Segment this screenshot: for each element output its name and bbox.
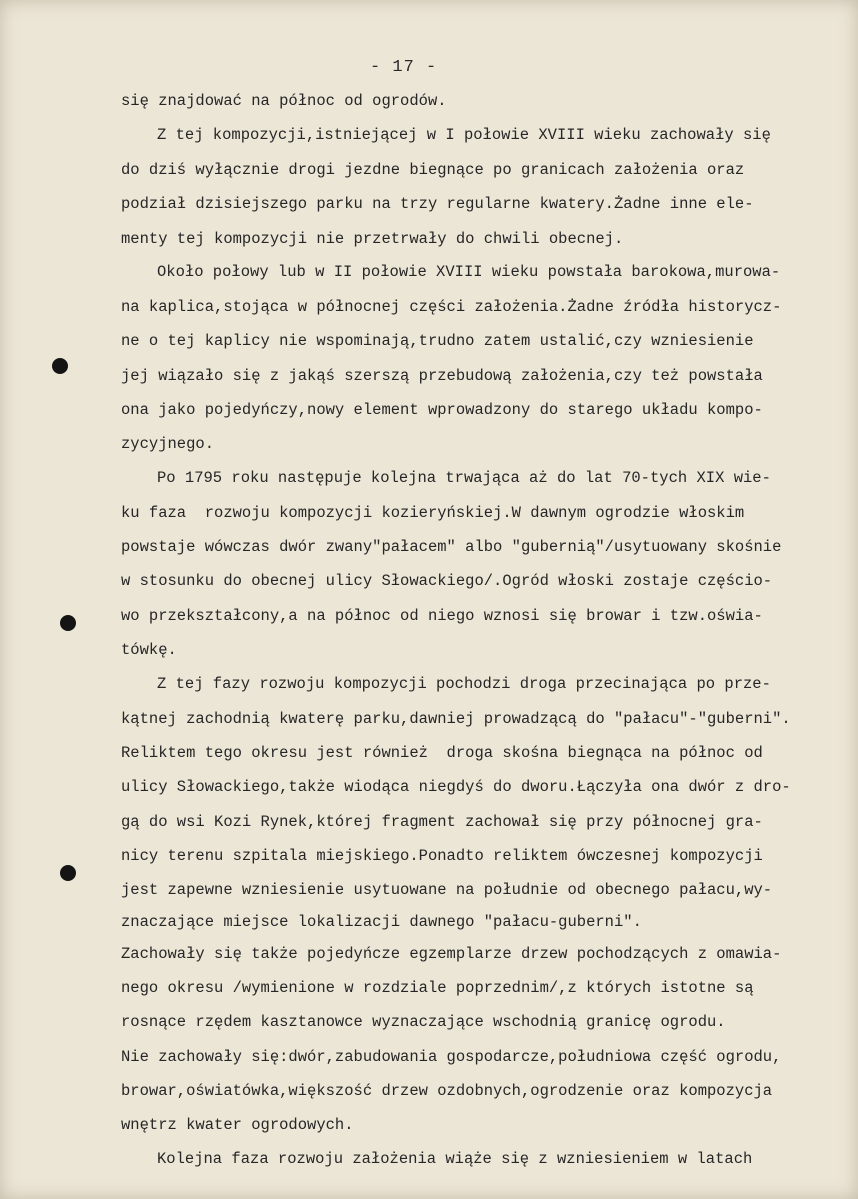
text-line: na kaplica,stojąca w północnej części założenia.Żadne źródła historycz-: [121, 298, 782, 316]
punch-hole: [52, 358, 68, 374]
text-line: nego okresu /wymienione w rozdziale poprzednim/,z których istotne są: [121, 979, 754, 997]
text-line: tówkę.: [121, 641, 177, 659]
text-line: Zachowały się także pojedyńcze egzemplarze drzew pochodzących z omawia-: [121, 945, 782, 963]
punch-hole: [60, 865, 76, 881]
text-line: rosnące rzędem kasztanowce wyznaczające wschodnią granicę ogrodu.: [121, 1013, 726, 1031]
text-line: Z tej kompozycji,istniejącej w I połowie XVIII wieku zachowały się: [157, 126, 771, 144]
text-line: do dziś wyłącznie drogi jezdne biegnące po granicach założenia oraz: [121, 161, 745, 179]
text-line: powstaje wówczas dwór zwany"pałacem" albo "gubernią"/usytuowany skośnie: [121, 538, 782, 556]
text-line: browar,oświatówka,większość drzew ozdobnych,ogrodzenie oraz kompozycja: [121, 1082, 773, 1100]
text-line: Reliktem tego okresu jest również droga skośna biegnąca na północ od: [121, 744, 763, 762]
text-line: Z tej fazy rozwoju kompozycji pochodzi droga przecinająca po prze-: [157, 675, 771, 693]
punch-hole: [60, 615, 76, 631]
text-line: podział dzisiejszego parku na trzy regularne kwatery.Żadne inne ele-: [121, 195, 754, 213]
text-line: znaczające miejsce lokalizacji dawnego "pałacu-guberni".: [121, 913, 642, 931]
text-line: ne o tej kaplicy nie wspominają,trudno zatem ustalić,czy wzniesienie: [121, 332, 754, 350]
text-line: wo przekształcony,a na północ od niego wznosi się browar i tzw.oświa-: [121, 607, 763, 625]
text-line: jest zapewne wzniesienie usytuowane na południe od obecnego pałacu,wy-: [121, 881, 773, 899]
text-line: wnętrz kwater ogrodowych.: [121, 1116, 354, 1134]
text-line: się znajdować na północ od ogrodów.: [121, 92, 447, 110]
text-line: ona jako pojedyńczy,nowy element wprowadzony do starego układu kompo-: [121, 401, 763, 419]
page-number: - 17 -: [370, 58, 438, 77]
text-line: Około połowy lub w II połowie XVIII wieku powstała barokowa,murowa-: [157, 263, 781, 281]
text-line: Nie zachowały się:dwór,zabudowania gospodarcze,południowa część ogrodu,: [121, 1048, 782, 1066]
text-line: menty tej kompozycji nie przetrwały do chwili obecnej.: [121, 230, 624, 248]
text-line: ulicy Słowackiego,także wiodąca niegdyś do dworu.Łączyła ona dwór z dro-: [121, 778, 791, 796]
text-line: Po 1795 roku następuje kolejna trwająca aż do lat 70-tych XIX wie-: [157, 469, 771, 487]
text-line: nicy terenu szpitala miejskiego.Ponadto reliktem ówczesnej kompozycji: [121, 847, 763, 865]
text-line: Kolejna faza rozwoju założenia wiąże się z wzniesieniem w latach: [157, 1150, 753, 1168]
text-line: gą do wsi Kozi Rynek,której fragment zachował się przy północnej gra-: [121, 813, 763, 831]
text-line: jej wiązało się z jakąś szerszą przebudową założenia,czy też powstała: [121, 367, 763, 385]
text-line: kątnej zachodnią kwaterę parku,dawniej prowadzącą do "pałacu"-"guberni".: [121, 710, 791, 728]
text-line: zycyjnego.: [121, 435, 215, 453]
text-line: w stosunku do obecnej ulicy Słowackiego/.Ogród włoski zostaje częścio-: [121, 572, 773, 590]
text-line: ku faza rozwoju kompozycji kozieryńskiej.W dawnym ogrodzie włoskim: [121, 504, 745, 522]
